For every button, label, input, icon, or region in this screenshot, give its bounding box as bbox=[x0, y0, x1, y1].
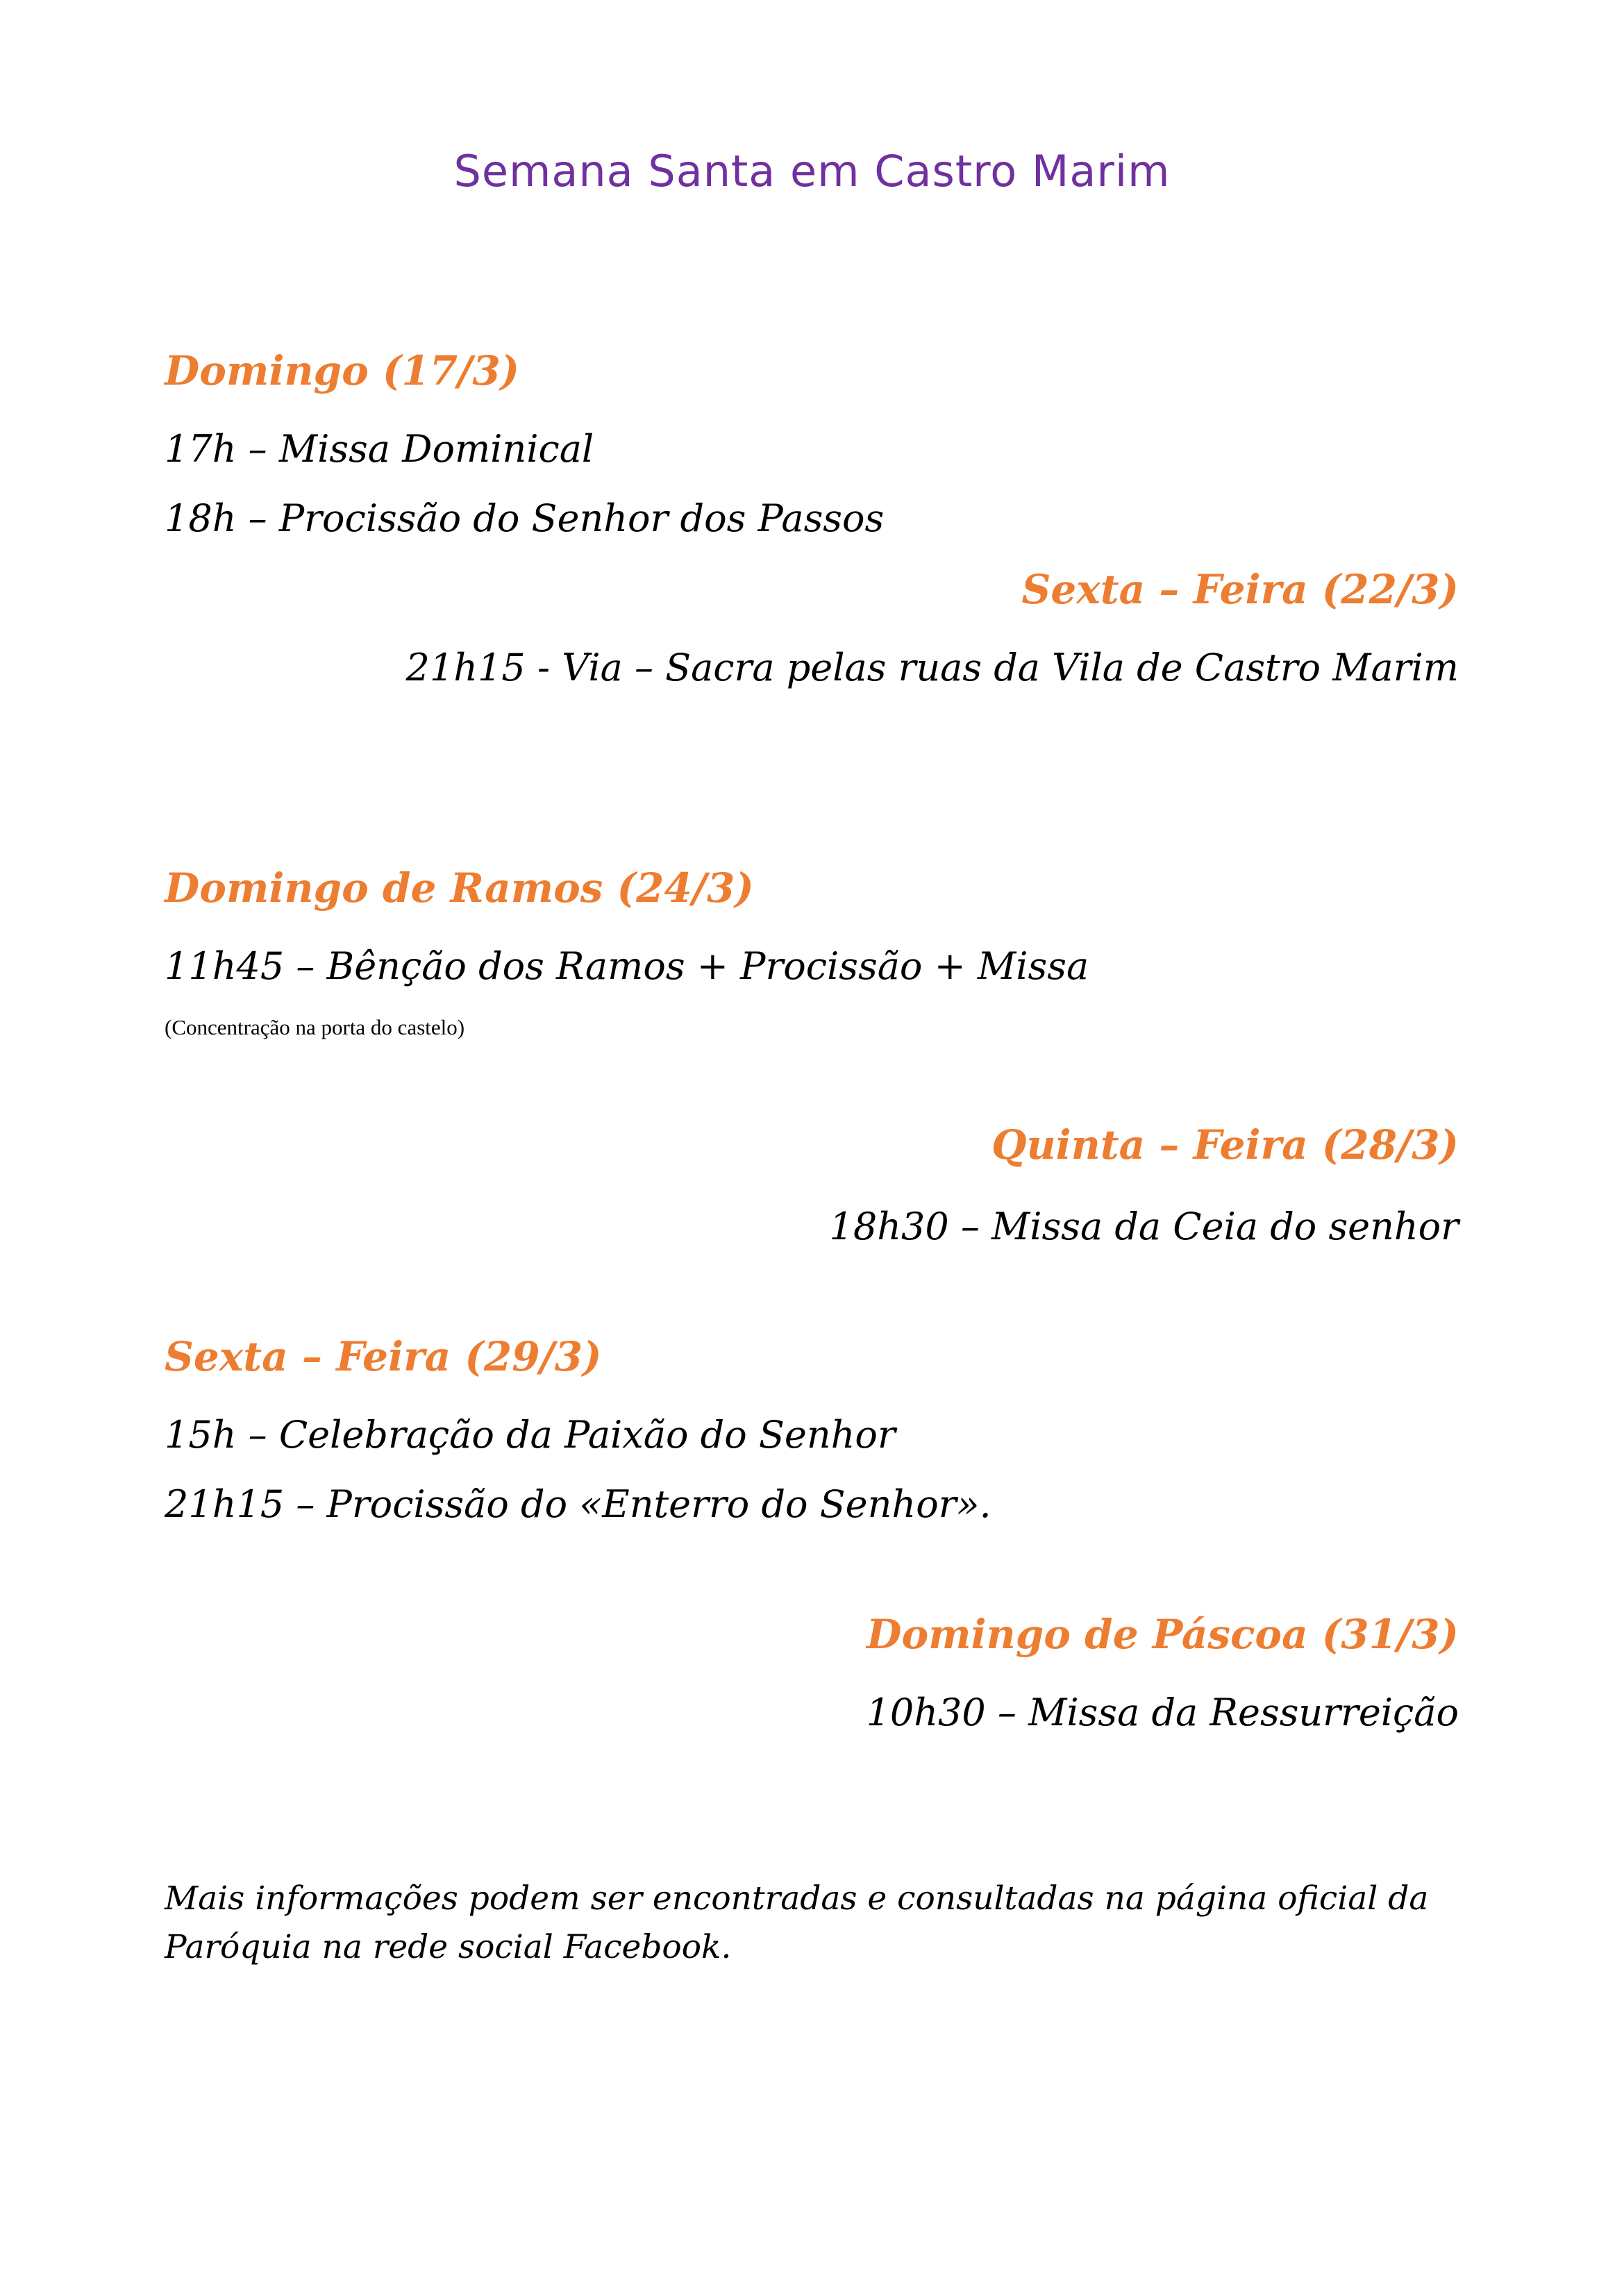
footer-info: Mais informações podem ser encontradas e consultadas na página oficial da Paróquia na rede social Facebook. bbox=[165, 1879, 1429, 1966]
schedule-line: 18h – Procissão do Senhor dos Passos bbox=[165, 496, 885, 540]
schedule-line: 11h45 – Bênção dos Ramos + Procissão + Missa bbox=[165, 944, 1089, 988]
section-heading-sexta-29: Sexta – Feira (29/3) bbox=[165, 1333, 602, 1380]
section-heading-domingo-17: Domingo (17/3) bbox=[165, 347, 520, 394]
schedule-line: 18h30 – Missa da Ceia do senhor bbox=[829, 1205, 1459, 1248]
page-title: Semana Santa em Castro Marim bbox=[453, 146, 1171, 196]
schedule-line: 21h15 - Via – Sacra pelas ruas da Vila de Castro Marim bbox=[405, 646, 1459, 689]
schedule-line: 15h – Celebração da Paixão do Senhor bbox=[165, 1413, 896, 1457]
section-heading-quinta-28: Quinta – Feira (28/3) bbox=[991, 1121, 1459, 1168]
section-heading-domingo-pascoa-31: Domingo de Páscoa (31/3) bbox=[867, 1611, 1459, 1658]
schedule-note: (Concentração na porta do castelo) bbox=[165, 1015, 465, 1039]
section-heading-sexta-22: Sexta – Feira (22/3) bbox=[1021, 566, 1459, 613]
schedule-line: 10h30 – Missa da Ressurreição bbox=[866, 1691, 1459, 1734]
schedule-line: 21h15 – Procissão do «Enterro do Senhor». bbox=[165, 1482, 991, 1526]
section-heading-domingo-ramos-24: Domingo de Ramos (24/3) bbox=[165, 864, 754, 912]
schedule-line: 17h – Missa Dominical bbox=[165, 427, 594, 471]
